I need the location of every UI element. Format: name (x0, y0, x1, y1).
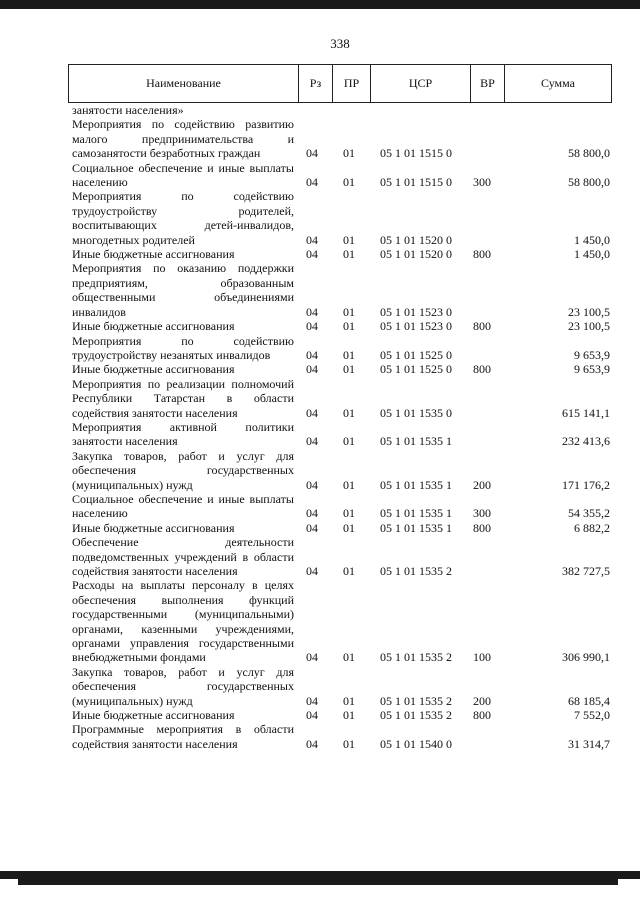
column-header-vr: ВР (471, 65, 505, 102)
row-csr: 05 1 01 1540 0 (380, 736, 452, 751)
table-row (68, 261, 612, 319)
row-sum: 23 100,5 (568, 319, 610, 334)
row-vr: 200 (473, 693, 491, 708)
row-vr (464, 377, 500, 420)
scan-bottom-border (0, 871, 640, 879)
table-row (68, 247, 612, 261)
row-pr: 01 (343, 520, 355, 535)
row-csr: 05 1 01 1535 2 (380, 564, 452, 578)
row-csr: 05 1 01 1535 2 (380, 693, 452, 708)
column-header-rz: Рз (299, 65, 333, 102)
row-sum: 68 185,4 (568, 693, 610, 708)
row-pr: 01 (343, 693, 355, 708)
row-vr: 800 (473, 247, 491, 262)
table-body (68, 103, 612, 751)
row-rz: 04 (306, 693, 318, 708)
row-csr: 05 1 01 1535 0 (380, 405, 452, 420)
table-row (68, 420, 612, 449)
row-sum (500, 103, 612, 117)
table-row (68, 362, 612, 376)
row-rz: 04 (306, 304, 318, 319)
row-pr: 01 (343, 146, 355, 161)
table-row (68, 708, 612, 722)
row-rz: 04 (306, 362, 318, 377)
row-name: Социальное обеспечение и иные выплаты населению (72, 491, 294, 521)
column-header-pr: ПР (333, 65, 371, 102)
row-vr: 100 (473, 650, 491, 665)
row-rz: 04 (306, 650, 318, 665)
row-csr: 05 1 01 1520 0 (380, 232, 452, 247)
row-pr: 01 (343, 247, 355, 262)
row-vr (464, 261, 500, 319)
row-pr: 01 (343, 347, 355, 362)
row-csr: 05 1 01 1515 0 (380, 175, 452, 190)
row-vr (464, 189, 500, 247)
column-header-csr: ЦСР (371, 65, 471, 102)
table-row (68, 189, 612, 247)
row-name: Иные бюджетные ассигнования (72, 362, 235, 377)
row-rz: 04 (306, 146, 318, 161)
row-pr: 01 (343, 175, 355, 190)
row-sum: 31 314,7 (568, 736, 610, 751)
row-rz: 04 (306, 477, 318, 492)
row-name: Программные мероприятия в области содействия занятости населения (72, 722, 294, 751)
row-csr: 05 1 01 1523 0 (380, 319, 452, 334)
row-rz: 04 (306, 736, 318, 751)
row-name: Иные бюджетные ассигнования (72, 247, 235, 262)
row-name: Мероприятия по содействию развитию малого предпринимательства и самозанятости безработных граждан (72, 117, 294, 161)
row-sum: 23 100,5 (568, 304, 610, 319)
scan-bottom-border-lower (18, 879, 618, 885)
row-name: Мероприятия по реализации полномочий Республики Татарстан в области содействия занятости населения (72, 376, 294, 420)
row-sum: 615 141,1 (562, 405, 610, 420)
row-pr: 01 (343, 362, 355, 377)
row-vr: 300 (473, 175, 491, 190)
row-sum: 1 450,0 (574, 232, 610, 247)
row-pr: 01 (343, 405, 355, 420)
row-name: Мероприятия по оказанию поддержки предприятиям, образованным общественными объединениями инвалидов (72, 261, 294, 319)
row-sum: 382 727,5 (562, 564, 610, 578)
row-rz: 04 (306, 319, 318, 334)
row-csr: 05 1 01 1535 1 (380, 434, 452, 449)
row-sum: 9 653,9 (574, 362, 610, 377)
row-rz: 04 (306, 564, 318, 578)
table-header (68, 64, 612, 103)
row-pr: 01 (343, 564, 355, 578)
row-csr: 05 1 01 1535 2 (380, 650, 452, 665)
row-vr (464, 535, 500, 578)
row-rz: 04 (306, 247, 318, 262)
row-name: Мероприятия по содействию трудоустройству родителей, воспитывающих детей-инвалидов, многодетных родителей (72, 189, 294, 247)
row-rz: 04 (306, 405, 318, 420)
table-row (68, 449, 612, 492)
column-header-sum: Сумма (541, 76, 575, 90)
row-csr: 05 1 01 1515 0 (380, 146, 452, 161)
row-vr: 300 (473, 506, 491, 521)
row-rz: 04 (306, 506, 318, 521)
row-vr (464, 117, 500, 160)
row-sum: 6 882,2 (574, 520, 610, 535)
row-pr (330, 103, 368, 117)
row-rz: 04 (306, 520, 318, 535)
row-name: Иные бюджетные ассигнования (72, 708, 235, 723)
page-number: 338 (330, 36, 350, 51)
table-row (68, 665, 612, 708)
row-rz: 04 (306, 708, 318, 723)
table-row (68, 535, 612, 578)
table-row (68, 492, 612, 521)
row-pr: 01 (343, 232, 355, 247)
row-csr: 05 1 01 1535 2 (380, 708, 452, 723)
row-pr: 01 (343, 708, 355, 723)
row-sum: 54 355,2 (568, 506, 610, 521)
column-header-name: Наименование (69, 65, 299, 102)
table-row (68, 117, 612, 160)
row-sum: 1 450,0 (574, 247, 610, 262)
row-pr: 01 (343, 434, 355, 449)
row-csr: 05 1 01 1523 0 (380, 304, 452, 319)
row-rz: 04 (306, 175, 318, 190)
row-vr (464, 103, 500, 117)
row-sum: 232 413,6 (562, 434, 610, 449)
row-pr: 01 (343, 506, 355, 521)
table-row (68, 161, 612, 190)
row-sum: 58 800,0 (568, 175, 610, 190)
row-name: Социальное обеспечение и иные выплаты населению (72, 160, 294, 190)
row-vr (464, 334, 500, 363)
row-name: Закупка товаров, работ и услуг для обеспечения государственных (муниципальных) нужд (72, 448, 294, 492)
row-name: Иные бюджетные ассигнования (72, 319, 235, 334)
row-name: Иные бюджетные ассигнования (72, 520, 235, 535)
row-pr: 01 (343, 304, 355, 319)
row-sum: 171 176,2 (562, 477, 610, 492)
row-vr: 800 (473, 362, 491, 377)
row-sum: 58 800,0 (568, 146, 610, 161)
table-row (68, 377, 612, 420)
row-vr: 800 (473, 319, 491, 334)
table-row (68, 578, 612, 664)
row-name: занятости населения» (72, 103, 184, 117)
row-csr: 05 1 01 1525 0 (380, 362, 452, 377)
row-sum: 7 552,0 (574, 708, 610, 723)
row-pr: 01 (343, 319, 355, 334)
table-row (68, 103, 612, 117)
row-rz (294, 103, 330, 117)
row-csr: 05 1 01 1520 0 (380, 247, 452, 262)
table-row (68, 521, 612, 535)
table-row (68, 722, 612, 751)
row-csr (368, 103, 464, 117)
row-pr: 01 (343, 650, 355, 665)
row-vr (464, 420, 500, 449)
row-csr: 05 1 01 1535 1 (380, 477, 452, 492)
table-row (68, 319, 612, 333)
scan-top-border (0, 0, 640, 9)
row-vr: 800 (473, 520, 491, 535)
row-csr: 05 1 01 1535 1 (380, 506, 452, 521)
row-sum: 9 653,9 (574, 347, 610, 362)
row-name: Расходы на выплаты персоналу в целях обеспечения выполнения функций государственными (муниципальными) органами, казенными учреждениями, органами управления государственными внебюджетными фондами (72, 578, 294, 665)
row-vr: 200 (473, 477, 491, 492)
row-vr: 800 (473, 708, 491, 723)
row-pr: 01 (343, 736, 355, 751)
row-rz: 04 (306, 232, 318, 247)
row-csr: 05 1 01 1535 1 (380, 520, 452, 535)
row-csr: 05 1 01 1525 0 (380, 347, 452, 362)
row-sum: 306 990,1 (562, 650, 610, 665)
row-name: Мероприятия активной политики занятости населения (72, 419, 294, 449)
table-row (68, 334, 612, 363)
row-pr: 01 (343, 477, 355, 492)
row-vr (464, 722, 500, 751)
row-rz: 04 (306, 434, 318, 449)
row-name: Закупка товаров, работ и услуг для обеспечения государственных (муниципальных) нужд (72, 664, 294, 708)
row-rz: 04 (306, 347, 318, 362)
row-name: Мероприятия по содействию трудоустройству незанятых инвалидов (72, 333, 294, 362)
row-name: Обеспечение деятельности подведомственных учреждений в области содействия занятости населения (72, 535, 294, 578)
